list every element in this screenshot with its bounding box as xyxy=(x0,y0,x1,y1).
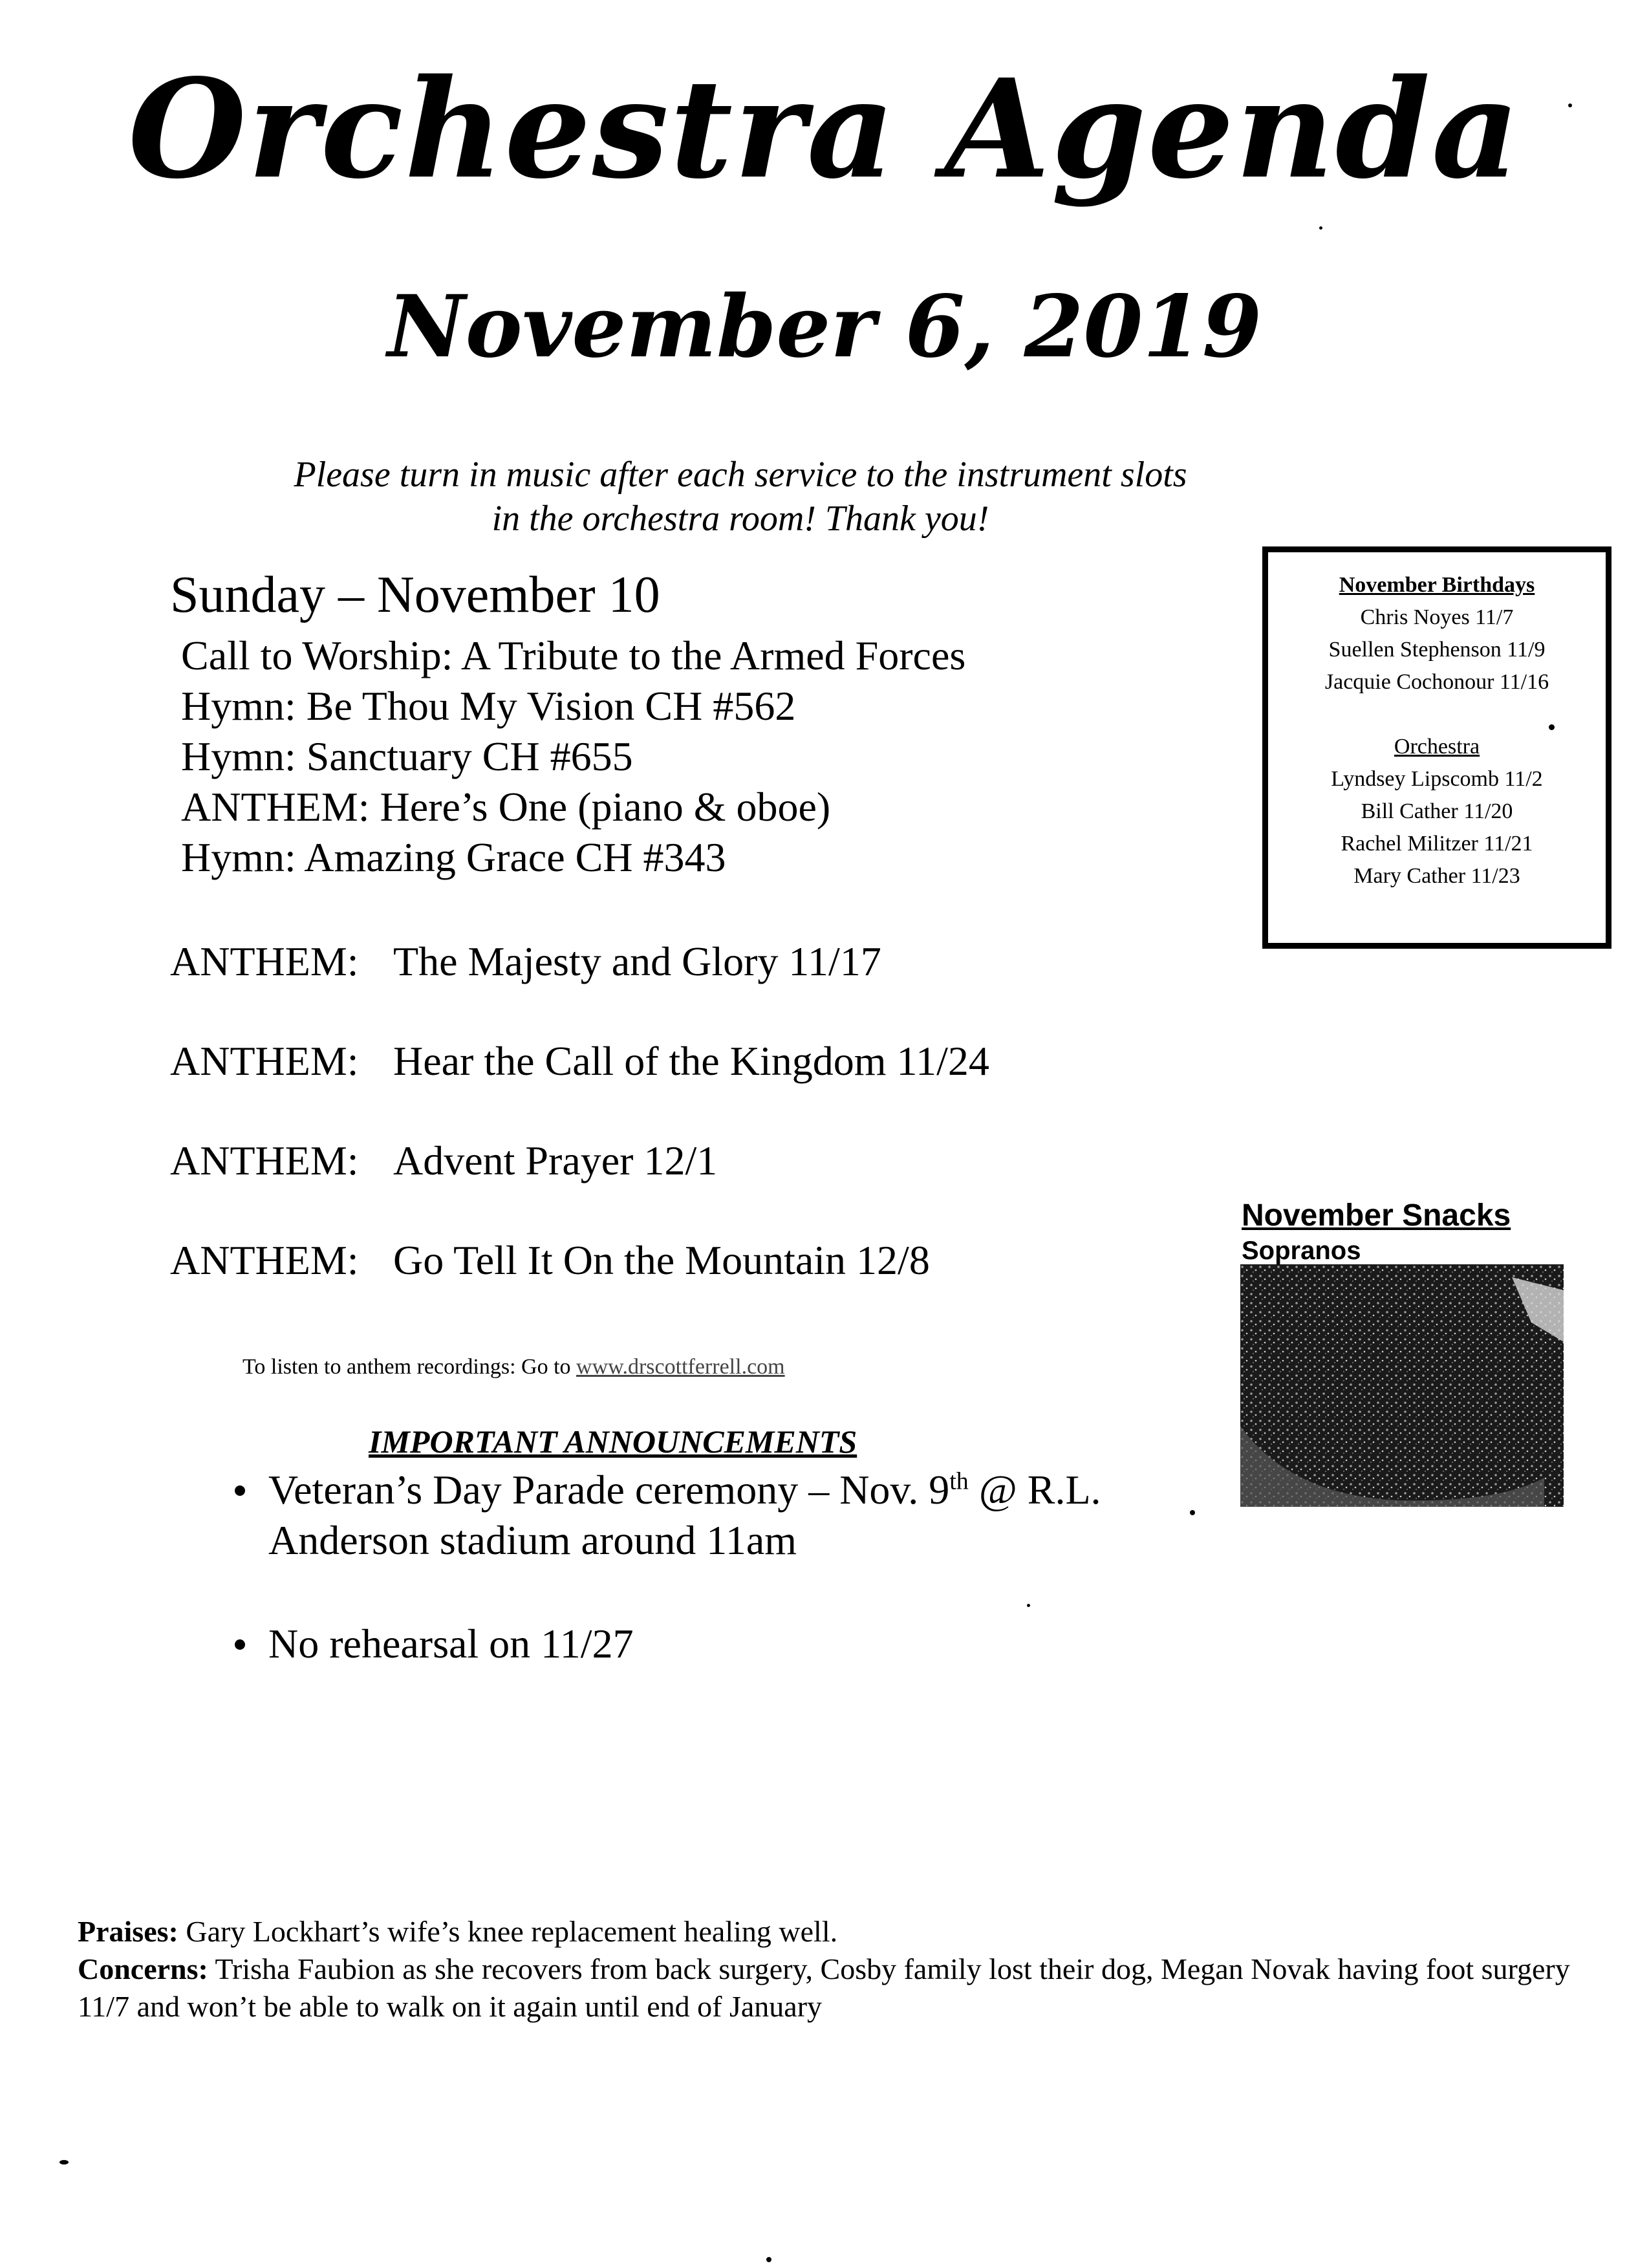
anthem-title: The Majesty and Glory 11/17 xyxy=(393,938,881,984)
announcement-text: @ R.L. Anderson stadium around 11am xyxy=(268,1467,1101,1563)
service-item: ANTHEM: Here’s One (piano & oboe) xyxy=(181,784,831,830)
snacks-heading: November Snacks xyxy=(1242,1198,1511,1233)
birthday-entry: Rachel Militzer 11/21 xyxy=(1341,832,1533,856)
birthday-entry: Lyndsey Lipscomb 11/2 xyxy=(1331,767,1543,791)
birthday-entry: Suellen Stephenson 11/9 xyxy=(1328,638,1546,662)
service-item: Call to Worship: A Tribute to the Armed Forces xyxy=(181,632,966,678)
scan-speck xyxy=(59,2160,69,2165)
praises-line xyxy=(78,1913,1584,1950)
anthem-label: ANTHEM: xyxy=(170,1038,359,1084)
recordings-note xyxy=(242,1355,785,1379)
service-item: Hymn: Be Thou My Vision CH #562 xyxy=(181,683,796,729)
anthem-label: ANTHEM: xyxy=(170,938,359,984)
ordinal-suffix: th xyxy=(949,1467,969,1495)
agenda-date: November 6, 2019 xyxy=(387,277,1262,377)
anthem-label: ANTHEM: xyxy=(170,1237,359,1283)
concerns-label: Concerns: xyxy=(78,1952,208,1985)
anthem-row xyxy=(170,1140,717,1182)
page-title: Orchestra Agenda xyxy=(128,49,1521,209)
announcements-heading: IMPORTANT ANNOUNCEMENTS xyxy=(369,1423,857,1460)
scan-speck xyxy=(1190,1510,1195,1515)
birthday-entry: Bill Cather 11/20 xyxy=(1361,799,1513,823)
announcement-text: Veteran’s Day Parade ceremony – Nov. 9 xyxy=(268,1467,950,1513)
announcement-item: No rehearsal on 11/27 xyxy=(230,1619,1174,1669)
recordings-text: To listen to anthem recordings: Go to xyxy=(242,1355,577,1379)
service-item: Hymn: Amazing Grace CH #343 xyxy=(181,834,726,880)
prayer-section xyxy=(78,1913,1584,2025)
birthday-entry: Jacquie Cochonour 11/16 xyxy=(1324,670,1549,694)
praises-text: Gary Lockhart’s wife’s knee replacement healing well. xyxy=(178,1915,838,1948)
scan-speck xyxy=(1568,103,1572,107)
orchestra-birthdays-heading: Orchestra xyxy=(1394,735,1480,759)
recordings-link[interactable]: www.drscottferrell.com xyxy=(576,1355,785,1379)
anthem-title: Go Tell It On the Mountain 12/8 xyxy=(393,1237,930,1283)
scan-speck xyxy=(1549,724,1555,730)
intro-line-1: Please turn in music after each service to the instrument slots xyxy=(294,455,1187,495)
snacks-group: Sopranos xyxy=(1242,1237,1361,1265)
anthem-row xyxy=(170,1237,930,1283)
concerns-line xyxy=(78,1950,1584,2025)
anthem-title: Hear the Call of the Kingdom 11/24 xyxy=(393,1038,989,1084)
scan-speck xyxy=(766,2257,771,2262)
praises-label: Praises: xyxy=(78,1915,178,1948)
birthday-entry: Mary Cather 11/23 xyxy=(1353,864,1520,888)
birthday-entry: Chris Noyes 11/7 xyxy=(1360,605,1514,629)
intro-line-2: in the orchestra room! Thank you! xyxy=(491,499,989,539)
scan-speck xyxy=(1319,226,1322,230)
anthem-label: ANTHEM: xyxy=(170,1138,359,1183)
snack-bowl-image xyxy=(1240,1264,1564,1507)
birthdays-box xyxy=(1262,546,1611,949)
sunday-heading: Sunday – November 10 xyxy=(170,567,660,623)
scan-speck xyxy=(1027,1604,1030,1607)
announcements-list xyxy=(230,1465,1174,1669)
service-item: Hymn: Sanctuary CH #655 xyxy=(181,733,633,779)
birthdays-heading: November Birthdays xyxy=(1339,573,1535,597)
anthem-row xyxy=(170,1038,989,1084)
anthem-title: Advent Prayer 12/1 xyxy=(393,1138,718,1183)
anthem-row xyxy=(170,938,881,984)
announcement-item xyxy=(230,1465,1174,1566)
intro-note xyxy=(0,453,1481,541)
service-order-list xyxy=(181,631,965,883)
concerns-text: Trisha Faubion as she recovers from back surgery, Cosby family lost their dog, Megan Novak having foot surgery 11/7 and won’t be able to walk on it again until end of January xyxy=(78,1952,1570,2023)
